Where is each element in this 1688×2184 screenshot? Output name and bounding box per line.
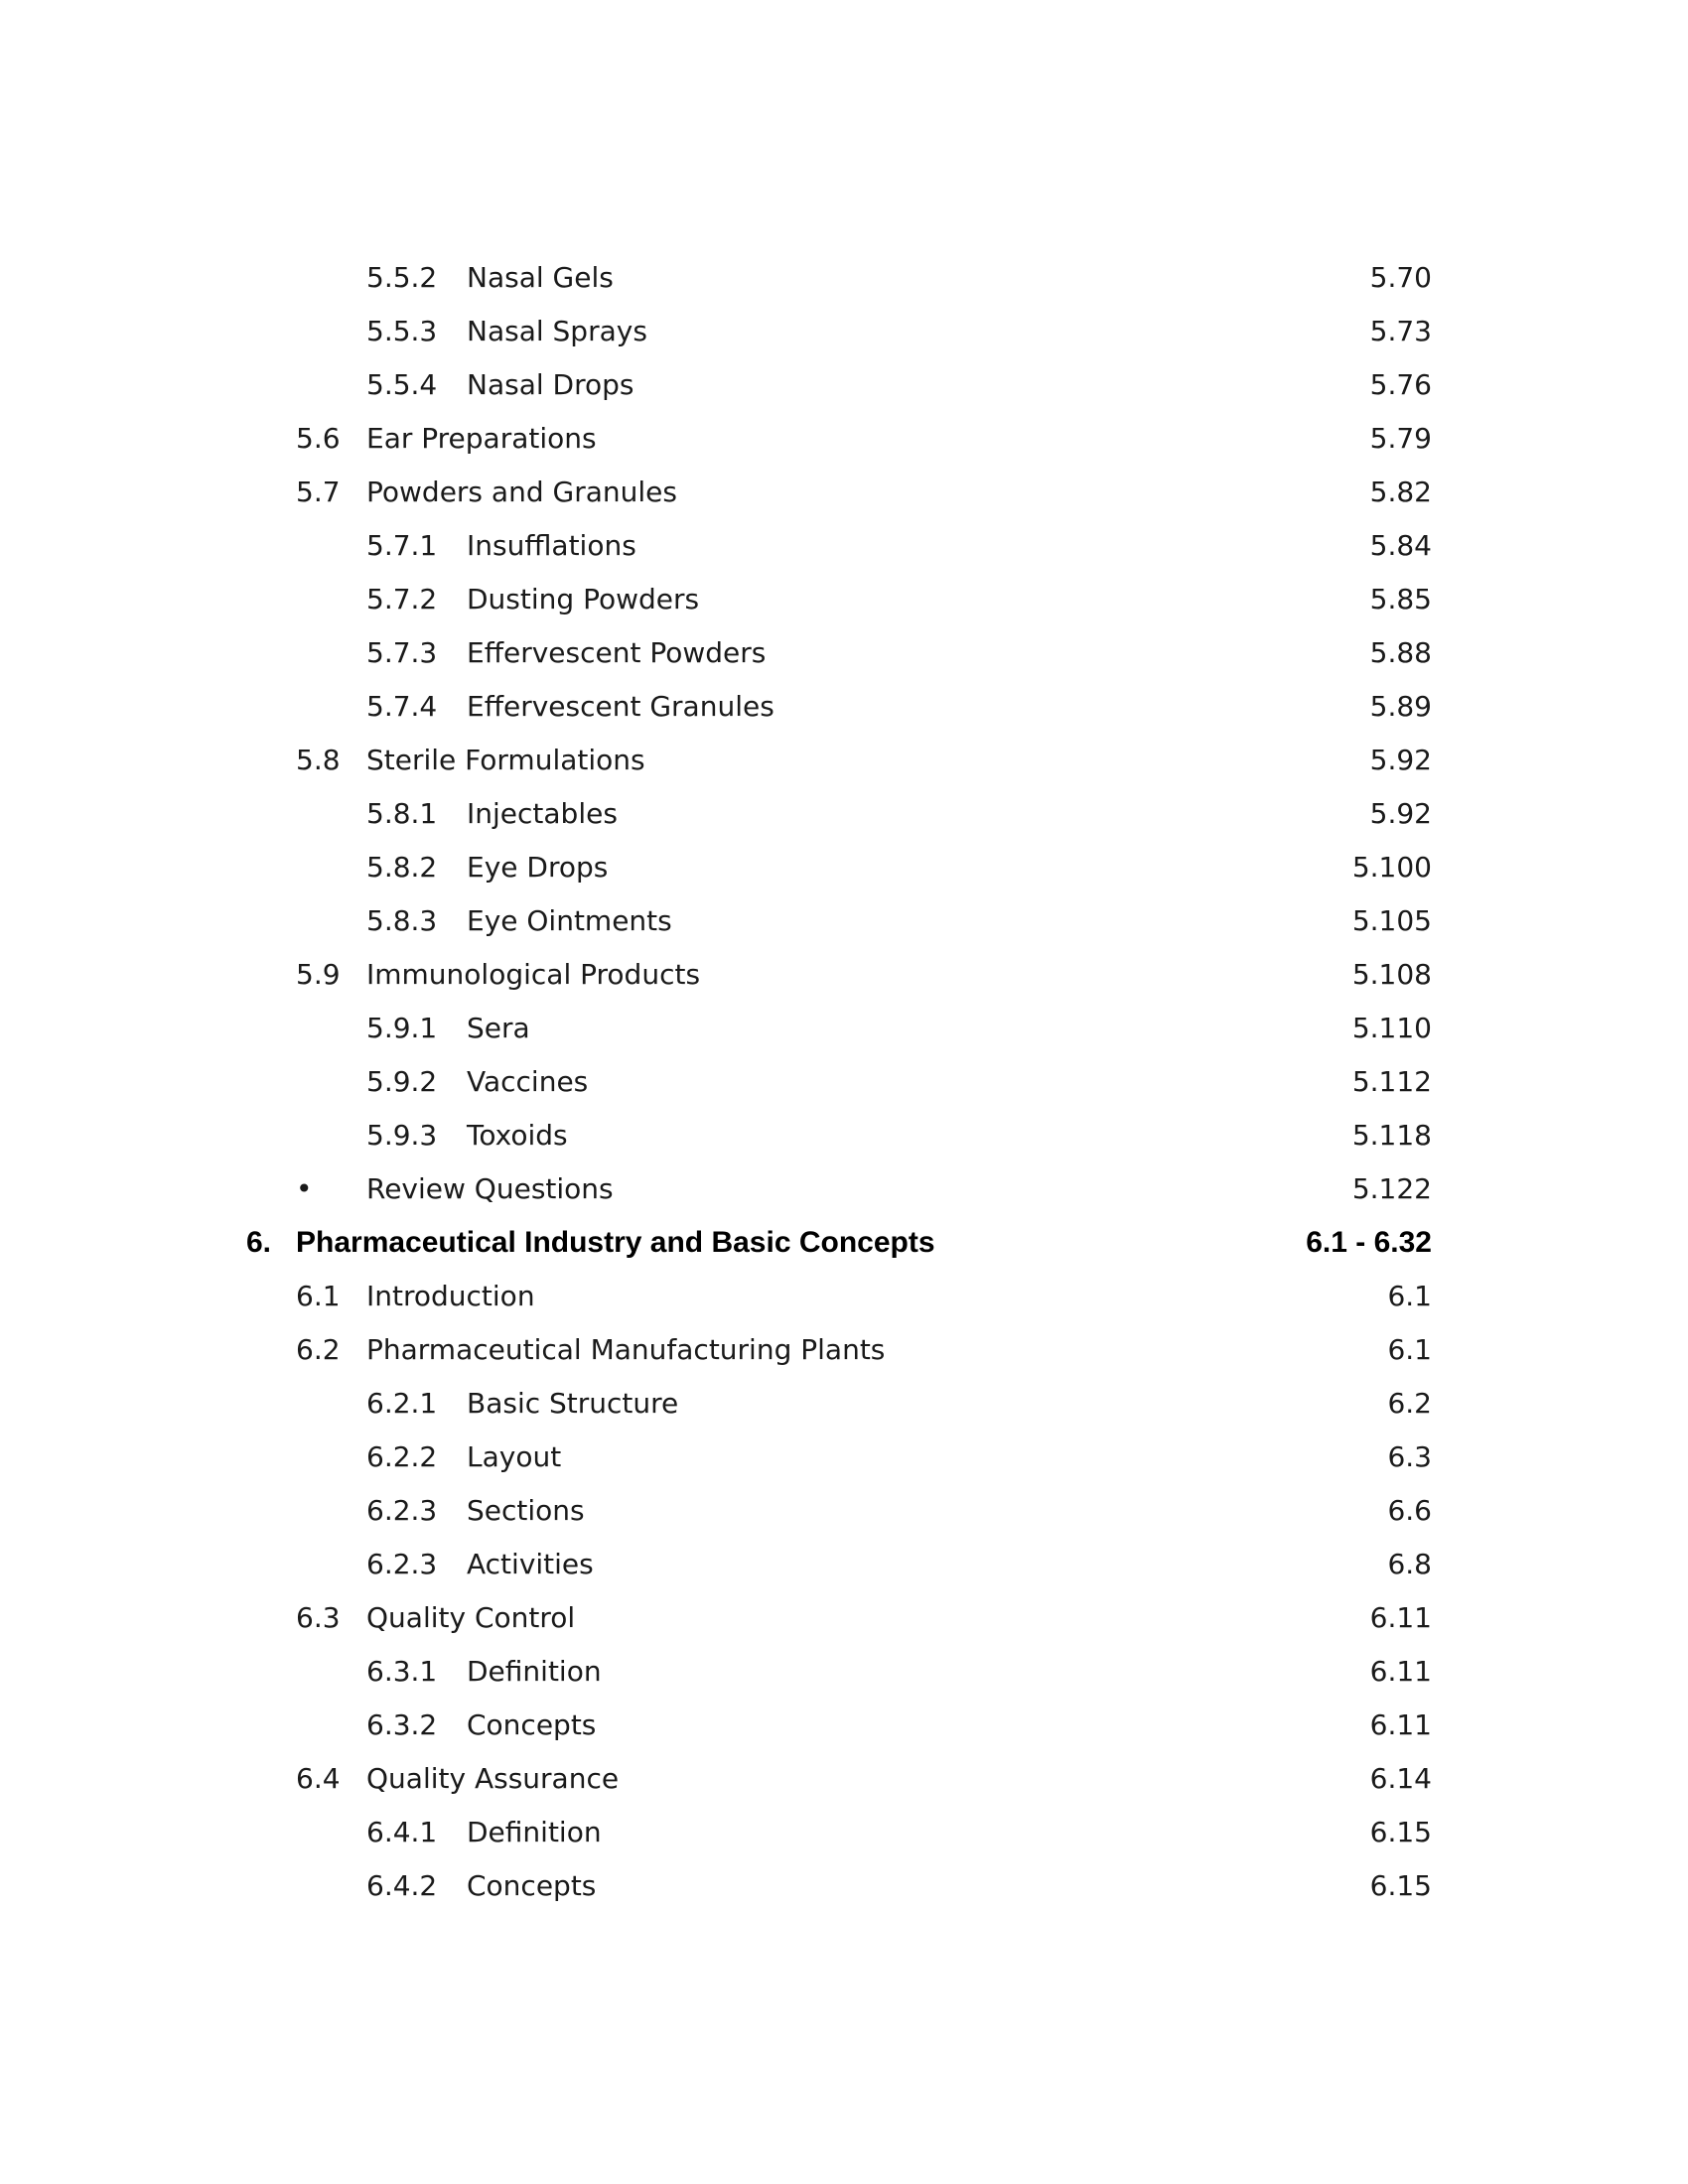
toc-entry-title: Basic Structure [467,1387,679,1420]
toc-entry-title: Immunological Products [366,958,701,991]
toc-entry-title: Nasal Gels [467,261,614,294]
toc-entry-page: 5.92 [1369,744,1432,776]
toc-entry-title: Effervescent Granules [467,690,774,723]
toc-entry-page: 5.85 [1369,583,1432,615]
toc-entry-row[interactable] [0,1108,1688,1161]
toc-entry-number: 5.5.3 [366,315,438,347]
toc-entry-number: 5.7.3 [366,636,438,669]
toc-entry-title: Quality Control [366,1601,576,1634]
bullet-marker: • [296,1172,313,1205]
toc-entry-page: 6.8 [1387,1548,1432,1580]
toc-entry-page: 5.105 [1351,904,1432,937]
toc-entry-title: Concepts [467,1869,597,1902]
toc-entry-row[interactable] [0,1001,1688,1054]
toc-entry-number: 5.7.1 [366,529,438,562]
toc-entry-page: 6.11 [1369,1708,1432,1741]
toc-entry-title: Introduction [366,1280,535,1312]
toc-entry-page: 6.1 [1387,1280,1432,1312]
toc-entry-page: 6.11 [1369,1601,1432,1634]
toc-entry-page: 6.6 [1387,1494,1432,1527]
toc-entry-number: 5.9 [296,958,341,991]
toc-entry-row[interactable] [0,733,1688,786]
toc-entry-row[interactable] [0,518,1688,572]
toc-entry-title: Eye Drops [467,851,609,884]
toc-entry-number: 5.8.1 [366,797,438,830]
toc-entry-row[interactable] [0,1537,1688,1590]
toc-entry-number: 5.6 [296,422,341,455]
toc-entry-number: 6.2.1 [366,1387,438,1420]
toc-entry-number: 6.3 [296,1601,341,1634]
toc-entry-row[interactable] [0,840,1688,893]
toc-entry-row[interactable] [0,1698,1688,1751]
toc-entry-row[interactable] [0,1644,1688,1698]
toc-entry-title: Definition [467,1655,602,1688]
toc-entry-title: Sterile Formulations [366,744,645,776]
toc-entry-row[interactable] [0,786,1688,840]
toc-entry-page: 5.118 [1351,1119,1432,1152]
toc-entry-number: 5.7.2 [366,583,438,615]
toc-entry-title: Nasal Drops [467,368,634,401]
toc-entry-number: 5.5.2 [366,261,438,294]
toc-entry-page: 6.1 - 6.32 [1306,1226,1432,1259]
toc-entry-page: 5.122 [1351,1172,1432,1205]
toc-entry-row[interactable] [0,572,1688,625]
toc-entry-row[interactable] [0,304,1688,357]
toc-entry-page: 6.2 [1387,1387,1432,1420]
toc-entry-title: Toxoids [467,1119,568,1152]
toc-entry-page: 5.73 [1369,315,1432,347]
toc-entry-row[interactable] [0,1805,1688,1858]
toc-entry-page: 6.15 [1369,1869,1432,1902]
toc-entry-title: Effervescent Powders [467,636,767,669]
toc-entry-number: 6.2.3 [366,1494,438,1527]
toc-entry-title: Review Questions [366,1172,614,1205]
toc-entry-number: 6.4 [296,1762,341,1795]
toc-entry-title: Eye Ointments [467,904,672,937]
toc-entry-number: 5.8.3 [366,904,438,937]
toc-entry-number: 5.8 [296,744,341,776]
toc-entry-number: 6.2.2 [366,1440,438,1473]
toc-entry-number: 6.2.3 [366,1548,438,1580]
toc-entry-row[interactable] [0,947,1688,1001]
toc-entry-number: 6. [246,1226,272,1259]
toc-entry-row[interactable] [0,893,1688,947]
toc-entry-number: 5.5.4 [366,368,438,401]
toc-entry-title: Powders and Granules [366,476,677,508]
toc-entry-row[interactable] [0,1322,1688,1376]
toc-entry-title: Pharmaceutical Manufacturing Plants [366,1333,886,1366]
toc-entry-page: 5.112 [1351,1065,1432,1098]
toc-entry-title: Vaccines [467,1065,589,1098]
toc-entry-row[interactable] [0,1483,1688,1537]
toc-entry-title: Sera [467,1012,530,1044]
toc-entry-number: 6.3.1 [366,1655,438,1688]
toc-entry-number: 6.2 [296,1333,341,1366]
toc-entry-row[interactable] [0,1161,1688,1215]
toc-entry-row[interactable] [0,1751,1688,1805]
toc-entry-number: 5.9.2 [366,1065,438,1098]
toc-entry-page: 6.1 [1387,1333,1432,1366]
toc-entry-number: 5.9.3 [366,1119,438,1152]
toc-entry-title: Pharmaceutical Industry and Basic Concepts [296,1226,935,1259]
toc-entry-page: 6.11 [1369,1655,1432,1688]
toc-entry-row[interactable] [0,679,1688,733]
toc-entry-title: Nasal Sprays [467,315,647,347]
toc-entry-page: 6.3 [1387,1440,1432,1473]
toc-chapter-row[interactable] [0,1215,1688,1269]
toc-entry-page: 5.84 [1369,529,1432,562]
toc-entry-page: 5.79 [1369,422,1432,455]
toc-entry-number: 6.4.1 [366,1816,438,1848]
toc-entry-number: 5.7 [296,476,341,508]
toc-entry-row[interactable] [0,1376,1688,1430]
toc-entry-number: 5.8.2 [366,851,438,884]
toc-entry-title: Definition [467,1816,602,1848]
toc-entry-page: 5.100 [1351,851,1432,884]
toc-entry-title: Ear Preparations [366,422,597,455]
toc-entry-row[interactable] [0,1054,1688,1108]
toc-entry-page: 5.70 [1369,261,1432,294]
toc-entry-title: Quality Assurance [366,1762,620,1795]
toc-entry-title: Dusting Powders [467,583,700,615]
toc-entry-page: 6.15 [1369,1816,1432,1848]
toc-entry-page: 6.14 [1369,1762,1432,1795]
toc-entry-row[interactable] [0,1430,1688,1483]
toc-entry-page: 5.110 [1351,1012,1432,1044]
toc-entry-row[interactable] [0,1590,1688,1644]
toc-entry-number: 5.7.4 [366,690,438,723]
toc-entry-row[interactable] [0,1858,1688,1912]
toc-entry-row[interactable] [0,357,1688,411]
toc-entry-title: Injectables [467,797,618,830]
toc-entry-title: Sections [467,1494,585,1527]
toc-entry-title: Insufflations [467,529,636,562]
toc-entry-number: 5.9.1 [366,1012,438,1044]
toc-entry-number: 6.4.2 [366,1869,438,1902]
toc-entry-title: Concepts [467,1708,597,1741]
toc-entry-row[interactable] [0,411,1688,465]
toc-entry-row[interactable] [0,465,1688,518]
toc-entry-row[interactable] [0,250,1688,304]
toc-entry-title: Layout [467,1440,562,1473]
toc-entry-page: 5.108 [1351,958,1432,991]
toc-entry-page: 5.76 [1369,368,1432,401]
toc-entry-number: 6.3.2 [366,1708,438,1741]
toc-entry-page: 5.89 [1369,690,1432,723]
toc-entry-page: 5.82 [1369,476,1432,508]
toc-entry-number: 6.1 [296,1280,341,1312]
toc-entry-row[interactable] [0,625,1688,679]
table-of-contents [0,250,1688,1912]
toc-entry-row[interactable] [0,1269,1688,1322]
toc-entry-page: 5.88 [1369,636,1432,669]
toc-entry-title: Activities [467,1548,594,1580]
toc-entry-page: 5.92 [1369,797,1432,830]
